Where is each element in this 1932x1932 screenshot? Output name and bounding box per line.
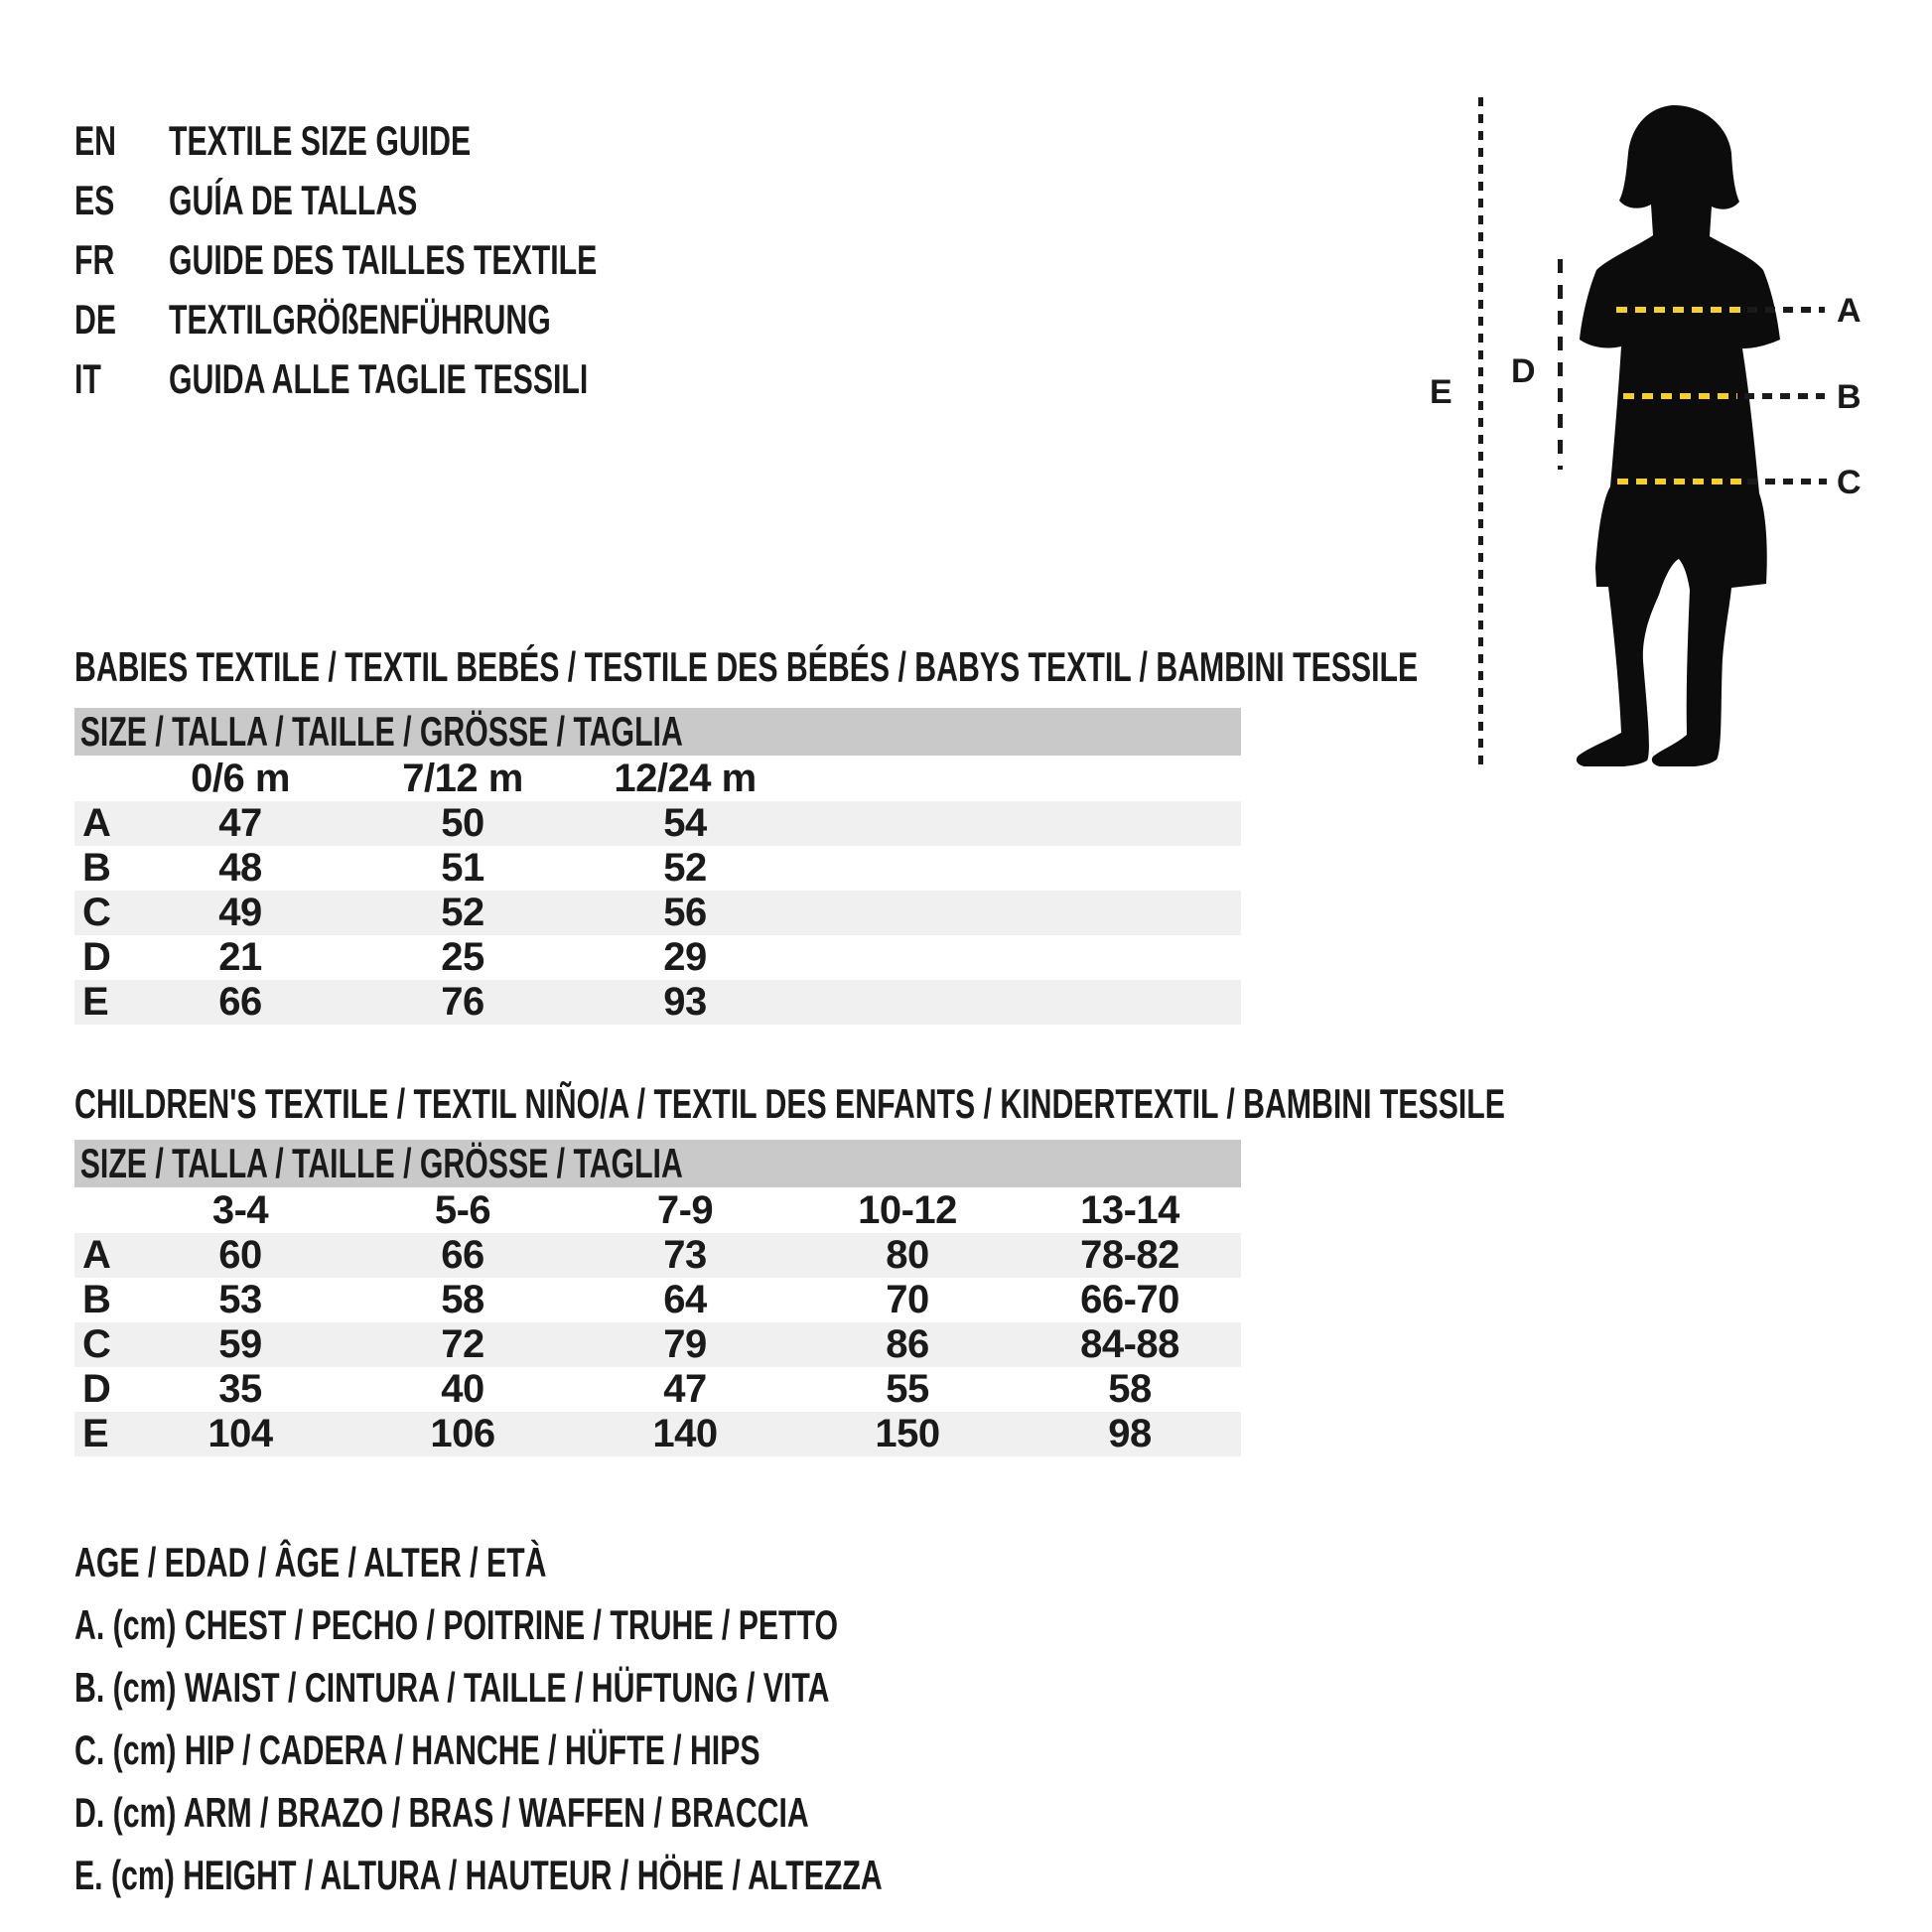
- language-label: TEXTILE SIZE GUIDE: [169, 117, 472, 164]
- value-cell: 150: [875, 1412, 940, 1455]
- language-code: IT: [74, 355, 101, 402]
- value-cell: 80: [886, 1233, 929, 1277]
- value-cell: 72: [441, 1322, 484, 1366]
- legend-line-waist: B. (cm) WAIST / CINTURA / TAILLE / HÜFTUNG / VITA: [74, 1663, 830, 1711]
- value-cell: 60: [218, 1233, 262, 1277]
- measurement-legend: [74, 1531, 1196, 1906]
- value-cell: 76: [441, 980, 484, 1024]
- column-header-cell: 10-12: [858, 1187, 957, 1232]
- hip-line-c-yellow: [1617, 479, 1743, 484]
- row-label: A: [82, 801, 111, 845]
- chest-line-a-dark: [1747, 307, 1825, 313]
- chest-line-a-yellow: [1616, 307, 1741, 313]
- value-cell: 56: [663, 891, 707, 934]
- row-label: C: [82, 1322, 111, 1366]
- language-code: EN: [74, 117, 117, 164]
- table-row: [74, 891, 1241, 935]
- babies-size-header-bar: [74, 708, 1241, 756]
- table-row: [74, 935, 1241, 980]
- waist-line-b-dark: [1744, 393, 1825, 399]
- babies-column-header-row: [74, 756, 1241, 801]
- table-row: [74, 980, 1241, 1025]
- value-cell: 48: [218, 846, 262, 890]
- table-row: [74, 846, 1241, 891]
- value-cell: 66: [441, 1233, 484, 1277]
- table-row: [74, 1233, 1241, 1278]
- row-label: B: [82, 1278, 111, 1321]
- value-cell: 86: [886, 1322, 929, 1366]
- arm-measure-line-d: [1558, 259, 1563, 470]
- measure-label-a: A: [1837, 292, 1862, 330]
- value-cell: 70: [886, 1278, 929, 1321]
- value-cell: 104: [207, 1412, 273, 1455]
- value-cell: 55: [886, 1367, 929, 1411]
- children-size-table: [74, 1140, 1241, 1456]
- column-header-cell: 0/6 m: [191, 756, 290, 800]
- value-cell: 52: [663, 846, 707, 890]
- legend-line-height: E. (cm) HEIGHT / ALTURA / HAUTEUR / HÖHE / ALTEZZA: [74, 1851, 883, 1898]
- hip-line-c-dark: [1747, 479, 1827, 484]
- value-cell: 59: [218, 1322, 262, 1366]
- table-row: [74, 1367, 1241, 1412]
- row-label: E: [82, 1412, 109, 1455]
- children-section-heading: [74, 1082, 1932, 1126]
- language-list: [74, 111, 800, 409]
- babies-size-header-text: SIZE / TALLA / TAILLE / GRÖSSE / TAGLIA: [79, 708, 683, 755]
- table-row: [74, 1278, 1241, 1322]
- value-cell: 40: [441, 1367, 484, 1411]
- legend-line-hip: C. (cm) HIP / CADERA / HANCHE / HÜFTE / HIPS: [74, 1725, 760, 1773]
- children-size-header-bar: [74, 1140, 1241, 1187]
- children-column-header-row: [74, 1187, 1241, 1233]
- legend-line-arm: D. (cm) ARM / BRAZO / BRAS / WAFFEN / BRACCIA: [74, 1788, 809, 1836]
- value-cell: 66-70: [1080, 1278, 1179, 1321]
- row-label: D: [82, 935, 111, 979]
- value-cell: 49: [218, 891, 262, 934]
- value-cell: 53: [218, 1278, 262, 1321]
- value-cell: 54: [663, 801, 707, 845]
- value-cell: 58: [1108, 1367, 1152, 1411]
- measure-label-e: E: [1430, 373, 1452, 411]
- language-code: ES: [74, 177, 115, 223]
- children-size-header-text: SIZE / TALLA / TAILLE / GRÖSSE / TAGLIA: [79, 1140, 683, 1186]
- column-header-cell: 7/12 m: [402, 756, 523, 800]
- value-cell: 79: [663, 1322, 707, 1366]
- waist-line-b-yellow: [1623, 393, 1737, 399]
- value-cell: 35: [218, 1367, 262, 1411]
- column-header-cell: 12/24 m: [614, 756, 757, 800]
- language-label: GUIDE DES TAILLES TEXTILE: [169, 236, 598, 283]
- measure-label-d: D: [1511, 352, 1536, 390]
- value-cell: 51: [441, 846, 484, 890]
- row-label: D: [82, 1367, 111, 1411]
- value-cell: 64: [663, 1278, 707, 1321]
- measure-label-c: C: [1837, 464, 1862, 501]
- row-label: A: [82, 1233, 111, 1277]
- value-cell: 58: [441, 1278, 484, 1321]
- row-label: B: [82, 846, 111, 890]
- column-header-cell: 13-14: [1080, 1187, 1179, 1232]
- language-code: DE: [74, 296, 117, 343]
- language-label: TEXTILGRÖßENFÜHRUNG: [169, 296, 551, 343]
- babies-size-table: [74, 708, 1241, 1025]
- value-cell: 66: [218, 980, 262, 1024]
- value-cell: 140: [652, 1412, 718, 1455]
- value-cell: 93: [663, 980, 707, 1024]
- row-label: C: [82, 891, 111, 934]
- language-label: GUÍA DE TALLAS: [169, 177, 418, 223]
- value-cell: 98: [1108, 1412, 1152, 1455]
- column-header-cell: 5-6: [434, 1187, 491, 1232]
- value-cell: 50: [441, 801, 484, 845]
- value-cell: 84-88: [1080, 1322, 1179, 1366]
- table-row: [74, 1412, 1241, 1456]
- language-label: GUIDA ALLE TAGLIE TESSILI: [169, 355, 589, 402]
- children-heading-text: CHILDREN'S TEXTILE / TEXTIL NIÑO/A / TEXTIL DES ENFANTS / KINDERTEXTIL / BAMBINI TESSILE: [74, 1080, 1505, 1127]
- column-header-cell: 7-9: [656, 1187, 714, 1232]
- table-row: [74, 1322, 1241, 1367]
- measure-label-b: B: [1837, 378, 1862, 416]
- row-label: E: [82, 980, 109, 1024]
- legend-line-age: AGE / EDAD / ÂGE / ALTER / ETÀ: [74, 1538, 547, 1586]
- legend-line-chest: A. (cm) CHEST / PECHO / POITRINE / TRUHE / PETTO: [74, 1600, 838, 1648]
- value-cell: 25: [441, 935, 484, 979]
- value-cell: 52: [441, 891, 484, 934]
- babies-heading-text: BABIES TEXTILE / TEXTIL BEBÉS / TESTILE DES BÉBÉS / BABYS TEXTIL / BAMBINI TESSILE: [74, 643, 1419, 690]
- value-cell: 78-82: [1080, 1233, 1179, 1277]
- value-cell: 29: [663, 935, 707, 979]
- language-code: FR: [74, 236, 115, 283]
- value-cell: 47: [663, 1367, 707, 1411]
- column-header-cell: 3-4: [211, 1187, 269, 1232]
- value-cell: 21: [218, 935, 262, 979]
- value-cell: 73: [663, 1233, 707, 1277]
- babies-section-heading: [74, 645, 1932, 689]
- value-cell: 47: [218, 801, 262, 845]
- table-row: [74, 801, 1241, 846]
- value-cell: 106: [430, 1412, 495, 1455]
